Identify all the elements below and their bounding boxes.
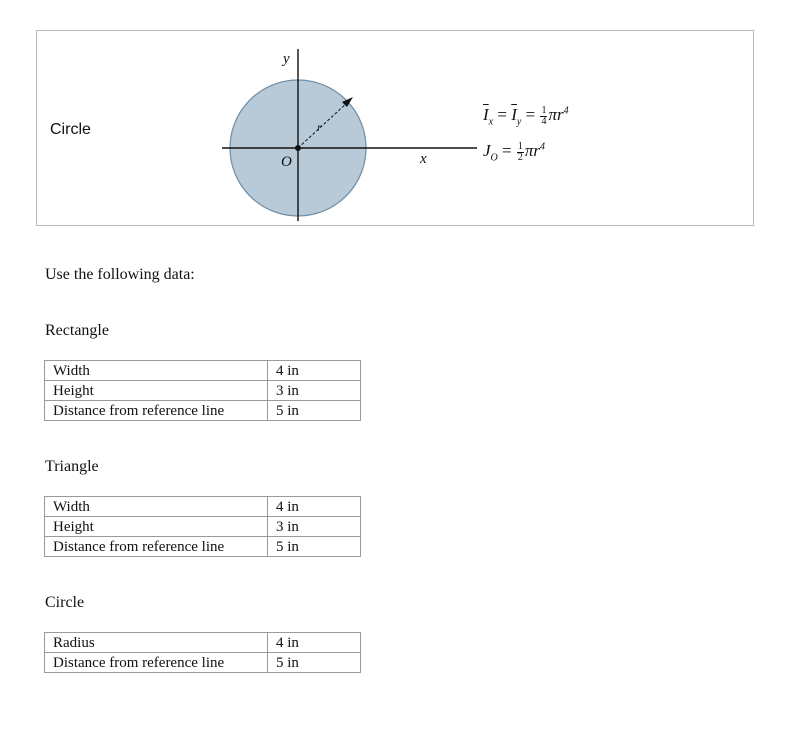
table-row: [45, 653, 361, 673]
row-value: 3 in: [268, 381, 361, 401]
circle-diagram: [37, 31, 753, 225]
origin-point: [295, 145, 301, 151]
table-row: [45, 497, 361, 517]
row-key: Distance from reference line: [45, 401, 268, 421]
circle-table: [44, 632, 361, 673]
shape-label: Circle: [50, 121, 91, 138]
row-value: 5 in: [268, 401, 361, 421]
formula-polar-moment: $J_O$ = $\frac{1}{2}$ $\pi r^4$: [483, 140, 546, 164]
row-value: 5 in: [268, 653, 361, 673]
y-axis-label: y: [283, 51, 290, 67]
row-value: 5 in: [268, 537, 361, 557]
x-axis-label: x: [420, 151, 427, 167]
table-row: [45, 517, 361, 537]
formula-moment-of-inertia: $\overline{I}_x = \overline{I}_y$ = $\frac{1}{4}$ $\pi r^4$: [483, 104, 569, 128]
table-row: [45, 401, 361, 421]
row-key: Height: [45, 517, 268, 537]
row-key: Width: [45, 361, 268, 381]
table-row: [45, 381, 361, 401]
fraction-one-half: $\frac{1}{2}$: [517, 140, 523, 163]
table-row: [45, 361, 361, 381]
triangle-title: Triangle: [45, 458, 99, 475]
row-value: 3 in: [268, 517, 361, 537]
intro-text: Use the following data:: [45, 266, 195, 283]
row-key: Width: [45, 497, 268, 517]
circle-figure-panel: [36, 30, 754, 226]
origin-label: O: [281, 154, 292, 170]
row-key: Distance from reference line: [45, 653, 268, 673]
table-row: [45, 633, 361, 653]
row-value: 4 in: [268, 361, 361, 381]
circle-title: Circle: [45, 594, 85, 611]
triangle-table: [44, 496, 361, 557]
row-value: 4 in: [268, 633, 361, 653]
rectangle-title: Rectangle: [45, 322, 109, 339]
row-value: 4 in: [268, 497, 361, 517]
row-key: Distance from reference line: [45, 537, 268, 557]
row-key: Height: [45, 381, 268, 401]
row-key: Radius: [45, 633, 268, 653]
table-row: [45, 537, 361, 557]
rectangle-table: [44, 360, 361, 421]
fraction-one-quarter: $\frac{1}{4}$: [541, 104, 547, 127]
radius-label: r: [317, 120, 322, 134]
